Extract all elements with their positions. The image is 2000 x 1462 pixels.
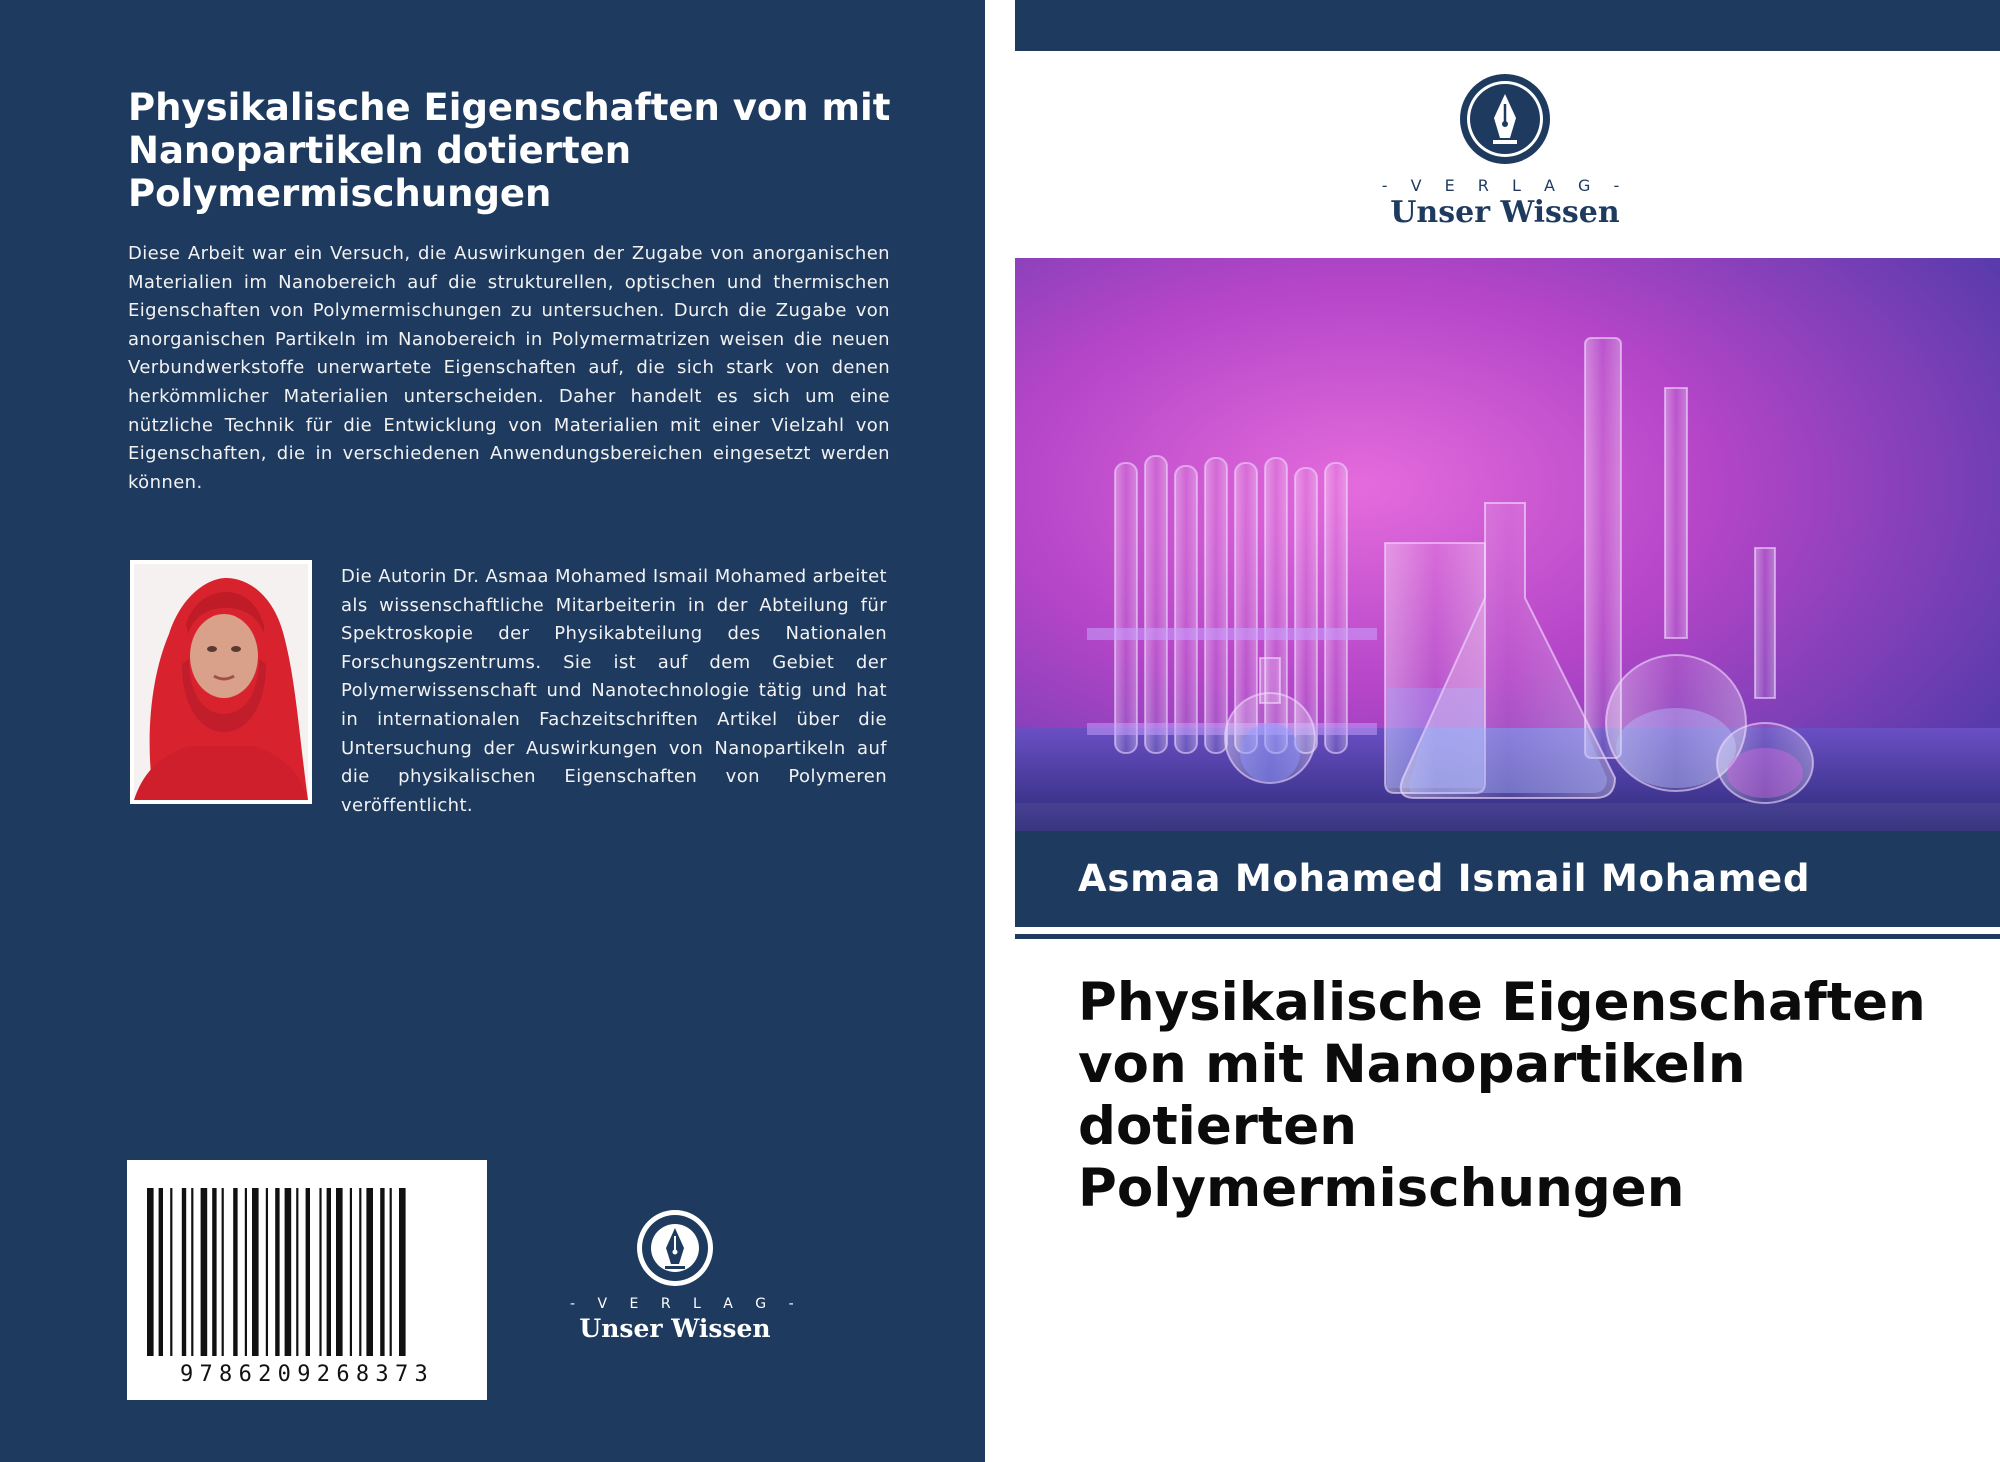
spine-gap (985, 0, 1015, 1462)
front-cover-title: Physikalische Eigenschaften von mit Nanopartikeln dotierten Polymermischungen (1078, 972, 1926, 1219)
back-cover-blurb: Diese Arbeit war ein Versuch, die Auswirkungen der Zugabe von anorganischen Materialien im Nanobereich auf die strukturellen, optischen und thermischen Eigenschaften von Polymermischungen zu untersuchen. Durch die Zugabe von anorganischen Partikeln im Nanobereich in Polymermatrizen weisen die neuen Verbundwerkstoffe unerwartete Eigenschaften auf, die sich stark von denen herkömmlicher Materialien unterscheiden. Daher handelt es sich um eine nützliche Technik für die Entwicklung von Materialien mit einer Vielzahl von Eigenschaften, die in verschiedenen Anwendungsbereichen eingesetzt werden können. (128, 243, 890, 493)
author-photo (130, 560, 312, 804)
front-divider-line (1015, 934, 2000, 939)
author-bio: Die Autorin Dr. Asmaa Mohamed Ismail Mohamed arbeitet als wissenschaftliche Mitarbeiterin in der Abteilung für Spektroskopie der Physikabteilung des Nationalen Forschungszentrums. Sie ist auf dem Gebiet der Polymerwissenschaft und Nanotechnologie tätig und hat in internationalen Fachzeitschriften Artikel über die Untersuchung der Auswirkungen von Nanopartikeln auf die physikalischen Eigenschaften von Polymeren veröffentlicht. (341, 566, 887, 816)
barcode-bar (366, 1188, 373, 1356)
isbn-barcode (127, 1160, 487, 1400)
barcode-bar (170, 1188, 172, 1356)
barcode-bar (252, 1188, 259, 1356)
barcode-bars (127, 1160, 487, 1360)
barcode-bar (319, 1188, 321, 1356)
barcode-bar (191, 1188, 193, 1356)
back-publisher-logo (570, 1208, 803, 1343)
fountain-pen-nib-icon (1458, 72, 1552, 166)
barcode-bar (233, 1188, 237, 1356)
barcode-bar (222, 1188, 224, 1356)
cover-photo-laboratory-glassware (1015, 258, 2000, 831)
barcode-bar (336, 1188, 343, 1356)
barcode-bar (182, 1188, 186, 1356)
barcode-bar (147, 1188, 154, 1356)
back-cover (0, 0, 985, 1462)
barcode-bar (201, 1188, 208, 1356)
back-logo-brand: Unser Wissen (579, 1314, 771, 1343)
isbn-digits: 9786209268373 (179, 1362, 435, 1387)
back-cover-title: Physikalische Eigenschaften von mit Nanopartikeln dotierten Polymermischungen (128, 86, 891, 215)
front-logo-verlag: - V E R L A G - (1381, 176, 1629, 195)
barcode-bar (350, 1188, 352, 1356)
barcode-bar (212, 1188, 216, 1356)
barcode-bar (275, 1188, 279, 1356)
fountain-pen-nib-icon (635, 1208, 715, 1288)
back-logo-verlag: - V E R L A G - (570, 1296, 803, 1312)
barcode-bar (390, 1188, 392, 1356)
barcode-bar (159, 1188, 163, 1356)
front-author-name: Asmaa Mohamed Ismail Mohamed (1078, 857, 1811, 900)
barcode-bar (306, 1188, 310, 1356)
barcode-bar (266, 1188, 268, 1356)
barcode-bar (327, 1188, 331, 1356)
barcode-bar (399, 1188, 406, 1356)
front-cover (1015, 0, 2000, 1462)
barcode-bar (245, 1188, 247, 1356)
barcode-bar (380, 1188, 384, 1356)
barcode-bar (359, 1188, 361, 1356)
front-logo-brand: Unser Wissen (1390, 195, 1620, 230)
barcode-bar (296, 1188, 298, 1356)
front-publisher-logo (1375, 72, 1635, 230)
front-top-bar (1015, 0, 2000, 51)
barcode-bar (285, 1188, 292, 1356)
front-author-band (1015, 831, 2000, 927)
